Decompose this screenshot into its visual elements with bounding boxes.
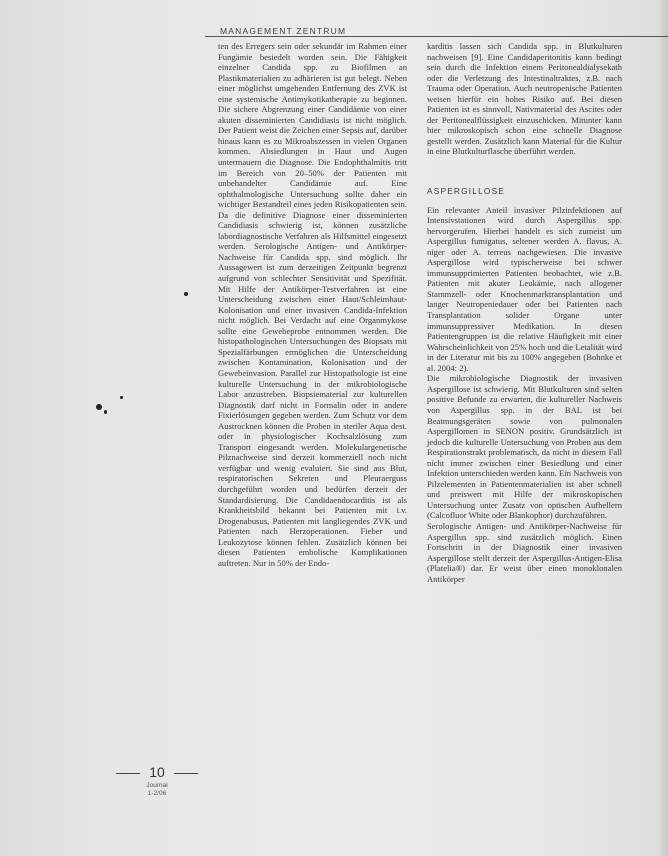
right-paragraph-2: Ein relevanter Anteil invasiver Pilzinfektionen auf Intensivstationen wird durch Aspergillus spp. hervorgerufen. Hierbei handelt es sich zumeist um Aspergillus fumigatus, seltener werden A. flavus, A. niger oder A. terreus nachgewiesen. Die invasive Aspergillose wird typischerweise bei schwer immunsupprimierten Patienten beobachtet, wie z.B. Patienten mit akuter Leukämie, nach allogener Stammzell- oder Knochenmarktransplantation und langer Neutropeniedauer oder bei Patienten nach Transplantation solider Organe unter immunsuppressiver Medikation. In diesen Patientengruppen ist die relative Häufigkeit mit einer Wahrscheinlichkeit von 25% hoch und die Letalität wird in der Literatur mit bis zu 100% angegeben (Bohnke et al. 2004: 2). bbox=[427, 204, 622, 373]
right-paragraph-3: Die mikrobiologische Diagnostik der invasiven Aspergillose ist schwierig. Mit Blutkulturen sind selten positive Befunde zu erwarten, die kultureller Nachweis von Aspergillus spp. in der BAL ist bei Beatmungsgeräten sowie von pulmonalen Aspergillomen in SENON positiv. Grundsätzlich ist jedoch die kulturelle Untersuchung von Proben aus dem Respirationstrakt problematisch, da nicht in diesem Fall nicht immer zwischen einer Besiedlung und einer Infektion unterschieden werden kann. Ein Nachweis von Pilzelementen in Patientenmaterialien ist aber schnell und preiswert mit Hilfe der mikroskopischen Untersuchung unter Zusatz von optischen Aufhellern (Calcofluor White oder Blankophor) durchzuführen. bbox=[427, 373, 622, 521]
scan-speck bbox=[104, 410, 107, 414]
folio bbox=[112, 764, 202, 798]
scan-speck bbox=[120, 396, 123, 399]
scan-speck bbox=[184, 292, 188, 296]
scan-speck bbox=[96, 404, 102, 410]
section-heading-aspergillose: ASPERGILLOSE bbox=[427, 186, 506, 197]
left-column bbox=[218, 41, 407, 568]
page-edge-shadow bbox=[658, 0, 668, 856]
right-paragraph-1: karditis lassen sich Candida spp. in Blutkulturen nachweisen [9]. Eine Candidaperitonitis kann bedingt sein durch die Infektion einem Peritonealdialysekath oder die Verletzung des Intestinaltraktes, z.B. nach Trauma oder Operation. Auch neutropenische Patienten weisen hierfür ein hohes Risiko auf. Bei diesen Patienten ist es sinnvoll, Nativmaterial des Ascites oder der Peritonealflüssigkeit einzuschicken. Mitunter kann hier mikroskopisch schon eine schnelle Diagnose gestellt werden. Zusätzlich kann Material für die Kultur in eine Blutkulturflasche überführt werden. bbox=[427, 41, 622, 157]
journal-name: Journal bbox=[146, 782, 168, 789]
page-number: 10 bbox=[149, 764, 165, 780]
header-rule bbox=[205, 36, 668, 37]
folio-rule-left bbox=[116, 773, 140, 774]
right-column bbox=[427, 41, 622, 584]
issue-number: 1-2/06 bbox=[147, 790, 167, 797]
running-header: MANAGEMENT ZENTRUM bbox=[220, 26, 347, 36]
left-column-text: ten des Erregers sein oder sekundär im Rahmen einer Fungämie besiedelt worden sein. Die Fähigkeit einzelner Candida spp. zu Biofilmen an Plastikmaterialien zu adhärieren ist gut belegt. Neben einer möglichst umgehenden Entfernung des ZVK ist eine systemische Antimykotikatherapie zu beginnen. Die sichere Abgrenzung einer Candidämie von einer akuten disseminierten Candidiasis ist nicht möglich. Der Patient weist die Zeichen einer Sepsis auf, darüber hinaus kann es zu Mikroabszessen in vielen Organen kommen. Absiedlungen in Haut und Augen untermauern die Diagnose. Die Endophthalmitis tritt im Bereich von 20–50% der Patienten mit unbehandelter Candidämie auf. Eine ophthalmologische Untersuchung sollte daher ein wichtiger Bestandteil eines jeden Risikopatienten sein. Da die definitive Diagnose einer disseminierten Candidiasis schwierig ist, können zusätzliche labordiagnostische Verfahren als Hilfsmittel eingesetzt werden. Serologische Antigen- und Antikörper-Nachweise für Candida spp. sind möglich. Ihr Aussagewert ist zum derzeitigen Zeitpunkt begrenzt aufgrund von schlechter Sensitivität und Spezifität. Mit Hilfe der Antikörper-Testverfahren ist eine Unterscheidung zwischen einer Haut/Schleimhaut-Kolonisation und einer invasiven Candida-Infektion nicht möglich. Bei Verdacht auf eine Organmykose sollte eine Gewebeprobe entnommen werden. Die histopathologischen Untersuchungen des Biopsats mit Spezialfärbungen ermöglichen die Unterscheidung zwischen Kontamination, Kolonisation und der Gewebeinvasion. Parallel zur Histopathologie ist eine kulturelle Untersuchung in der mikrobiologische Labor anzustreben. Biopsiematerial zur kulturellen Diagnostik darf nicht in Formalin oder in andere Fixierlösungen gegeben werden. Zum Schutz vor dem Austrocknen können die Proben in steriler Aqua dest. oder in physiologischer Kochsalzlösung zum Transport eingesandt werden. Molekulargenetische Pilznachweise sind derzeit kommerziell noch nicht verfügbar und wenig evaluiert. Sie sind aus Blut, respiratorischen Sekreten und Pleuraerguss durchgeführt worden und bedürfen derzeit der Standardisierung. Die Candidaendocarditis ist als Krankheitsbild bekannt bei Patienten mit i.v. Drogenabusus, Patienten mit langliegendes ZVK und Patienten nach Herzoperationen. Fieber und Leukozytose können fehlen. Zusätzlich können bei diesen Patienten embolische Komplikationen auftreten. Nur in 50% der Endo- bbox=[218, 41, 407, 568]
folio-rule-right bbox=[174, 773, 198, 774]
right-paragraph-4: Serologische Antigen- und Antikörper-Nachweise für Aspergillus spp. sind zusätzlich möglich. Einen Fortschritt in der Diagnostik einer invasiven Aspergillose stellt derzeit der Aspergillus-Antigen-Elisa (Platelia®) dar. Er weist über einen monoklonalen Antikörper bbox=[427, 520, 622, 584]
